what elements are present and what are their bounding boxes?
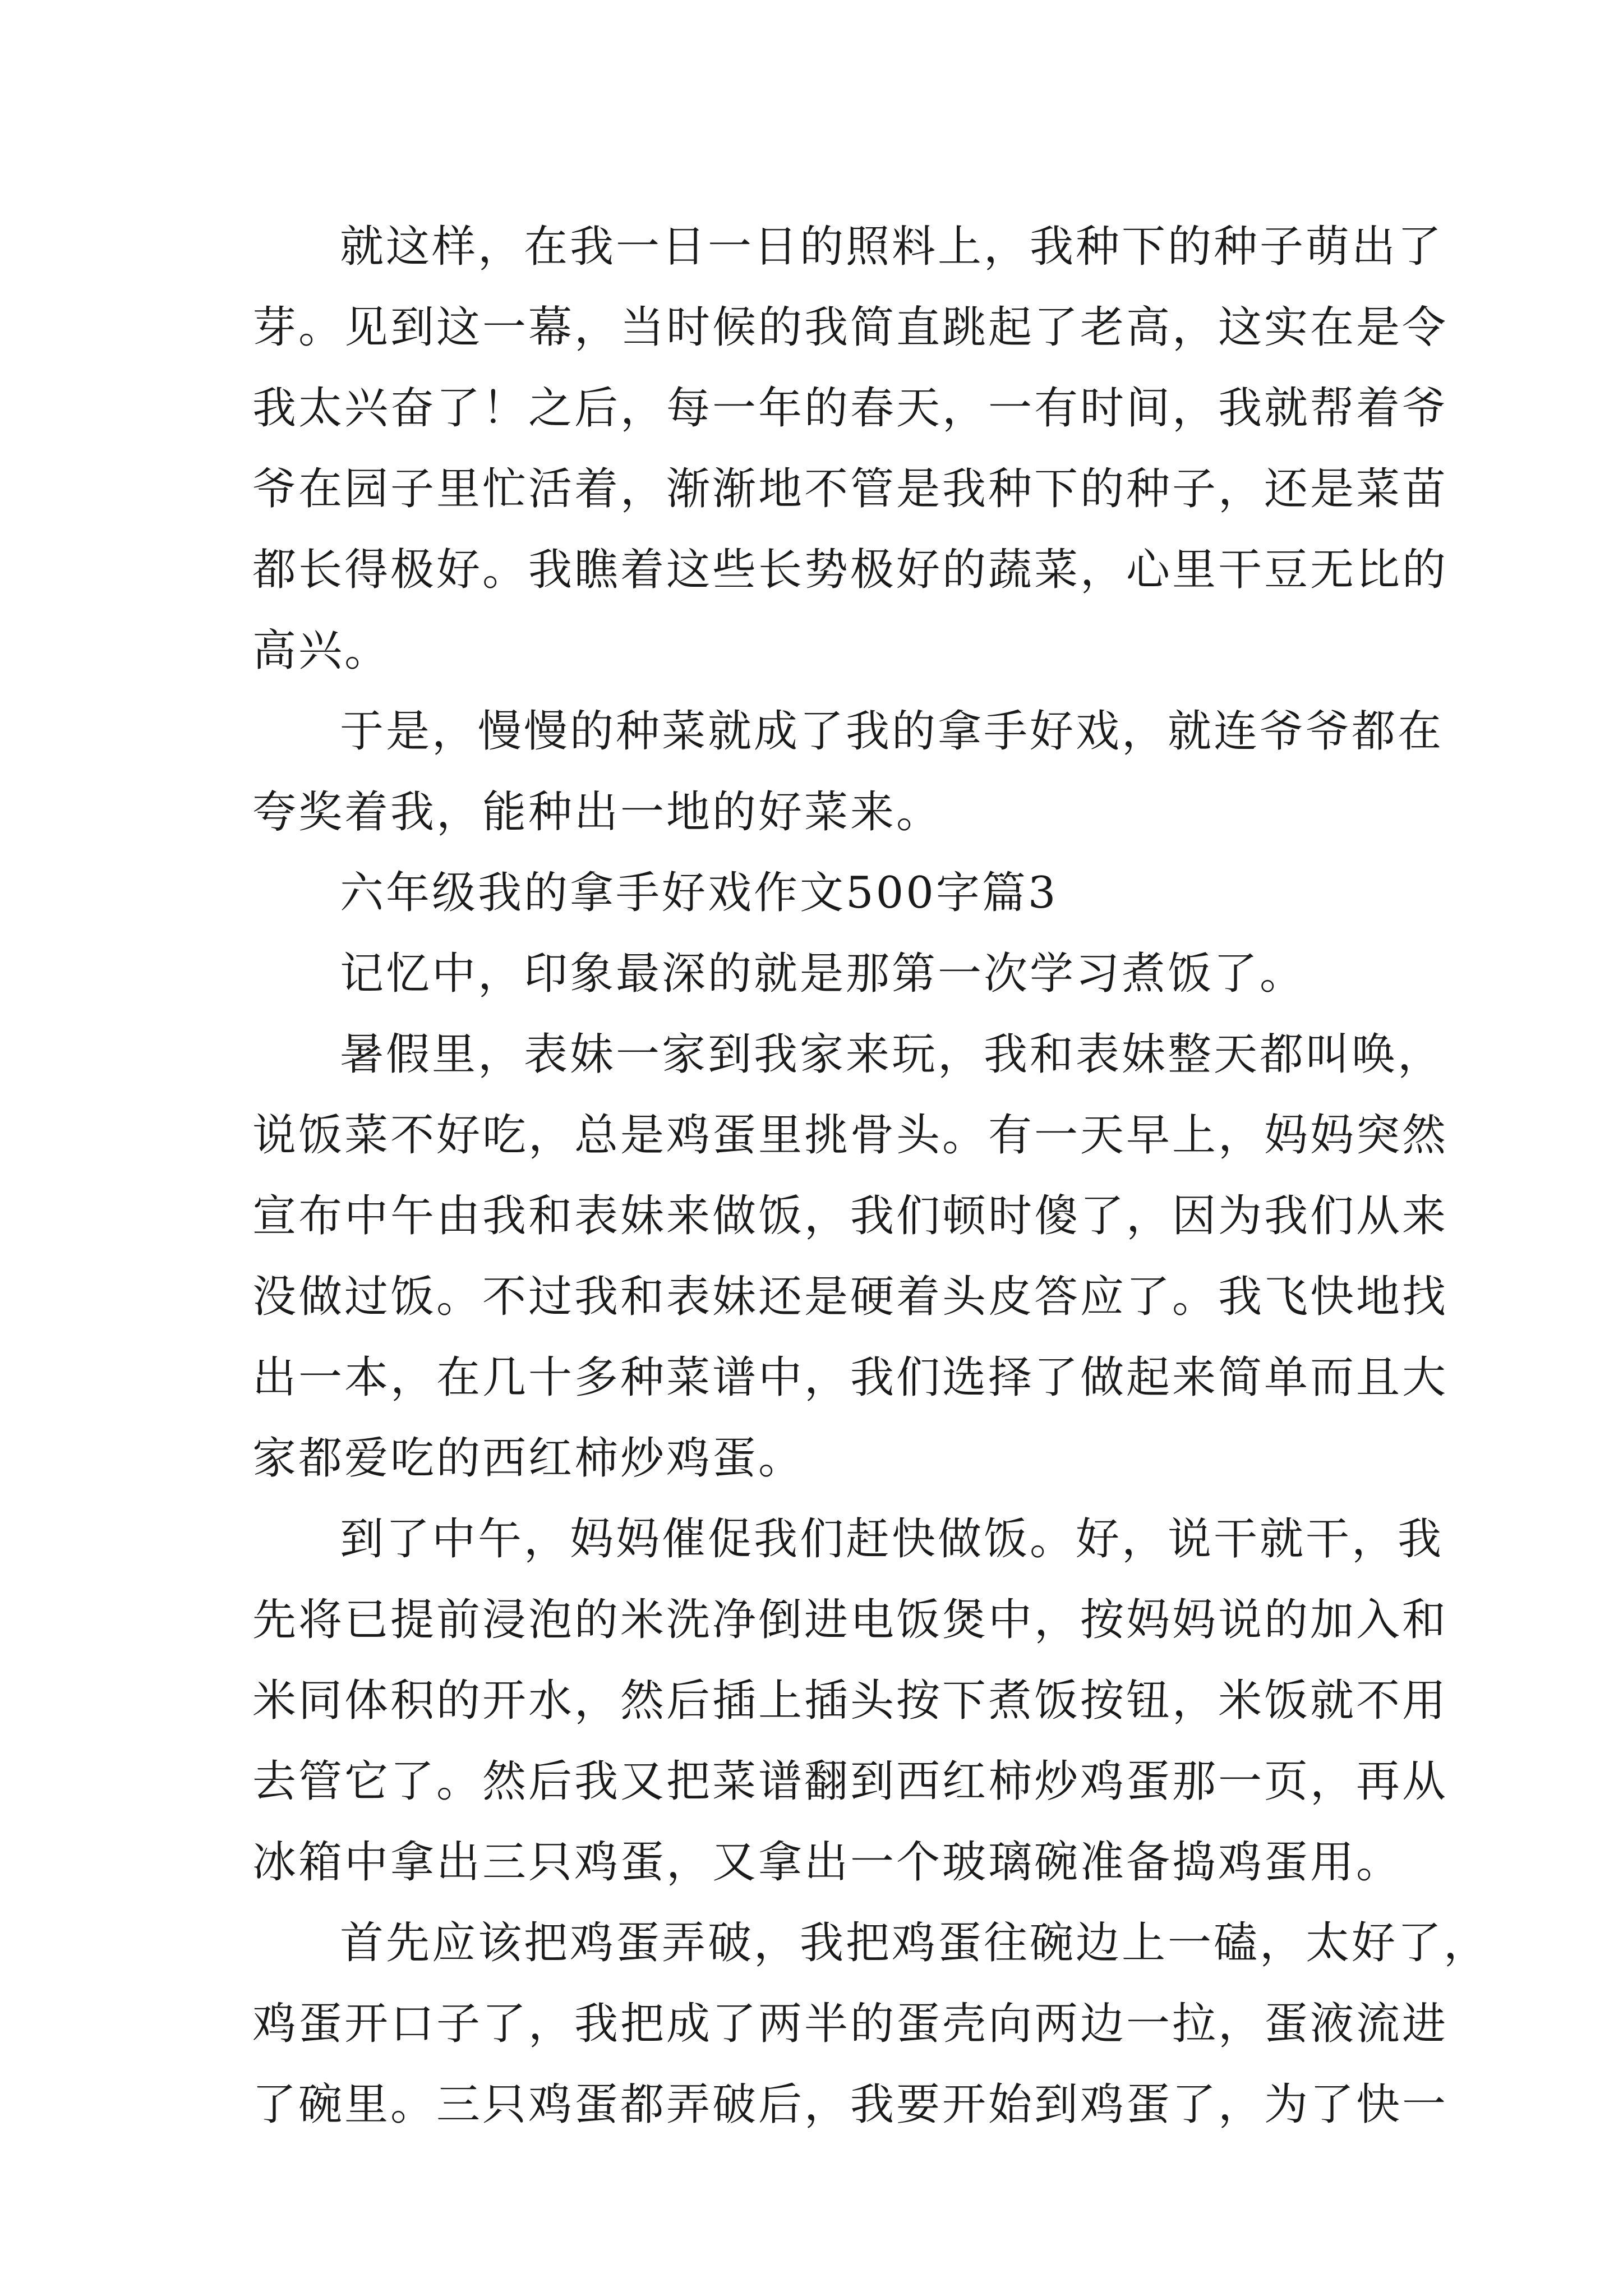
text-line: 于是，慢慢的种菜就成了我的拿手好戏，就连爷爷都在 [340, 706, 1444, 757]
text-line: 到了中午，妈妈催促我们赶快做饭。好，说干就干，我 [340, 1514, 1444, 1565]
text-line: 夸奖着我，能种出一地的好菜来。 [252, 787, 943, 838]
text-line: 就这样，在我一日一日的照料上，我种下的种子萌出了 [340, 222, 1444, 272]
text-line: 米同体积的开水，然后插上插头按下煮饭按钮，米饭就不用 [252, 1676, 1449, 1726]
text-line: 记忆中，印象最深的就是那第一次学习煮饭了。 [340, 949, 1306, 999]
text-line: 先将已提前浸泡的米洗净倒进电饭煲中，按妈妈说的加入和 [252, 1595, 1449, 1645]
text-line: 去管它了。然后我又把菜谱翻到西红柿炒鸡蛋那一页，再从 [252, 1756, 1449, 1807]
text-line: 都长得极好。我瞧着这些长势极好的蔬菜，心里干豆无比的 [252, 545, 1449, 595]
text-line: 高兴。 [252, 625, 391, 676]
heading-text: 六年级我的拿手好戏作文500字篇3 [340, 868, 1058, 918]
text-line: 了碗里。三只鸡蛋都弄破后，我要开始到鸡蛋了，为了快一 [252, 2079, 1449, 2130]
text-line: 说饭菜不好吃，总是鸡蛋里挑骨头。有一天早上，妈妈突然 [252, 1110, 1449, 1161]
text-line: 首先应该把鸡蛋弄破，我把鸡蛋往碗边上一磕，太好了， [340, 1918, 1490, 1968]
text-line: 没做过饭。不过我和表妹还是硬着头皮答应了。我飞快地找 [252, 1272, 1449, 1322]
text-line: 出一本，在几十多种菜谱中，我们选择了做起来简单而且大 [252, 1352, 1449, 1403]
text-line: 宣布中午由我和表妹来做饭，我们顿时傻了，因为我们从来 [252, 1191, 1449, 1241]
paragraph-4 [252, 1014, 1449, 1499]
text-line: 冰箱中拿出三只鸡蛋，又拿出一个玻璃碗准备捣鸡蛋用。 [252, 1837, 1403, 1888]
section-heading [252, 853, 1385, 933]
text-line: 鸡蛋开口子了，我把成了两半的蛋壳向两边一拉，蛋液流进 [252, 1999, 1449, 2049]
paragraph-5 [252, 1499, 1449, 1903]
text-line: 家都爱吃的西红柿炒鸡蛋。 [252, 1433, 805, 1484]
text-line: 暑假里，表妹一家到我家来玩，我和表妹整天都叫唤， [340, 1029, 1444, 1080]
paragraph-3 [252, 933, 1385, 1014]
text-line: 芽。见到这一幕，当时候的我简直跳起了老高，这实在是令 [252, 302, 1449, 353]
paragraph-6 [252, 1903, 1490, 2145]
text-line: 我太兴奋了！之后，每一年的春天，一有时间，我就帮着爷 [252, 383, 1449, 434]
document-page [252, 206, 1490, 2145]
text-line: 爷在园子里忙活着，渐渐地不管是我种下的种子，还是菜苗 [252, 464, 1449, 514]
paragraph-2 [252, 691, 1444, 853]
paragraph-1 [252, 206, 1449, 691]
